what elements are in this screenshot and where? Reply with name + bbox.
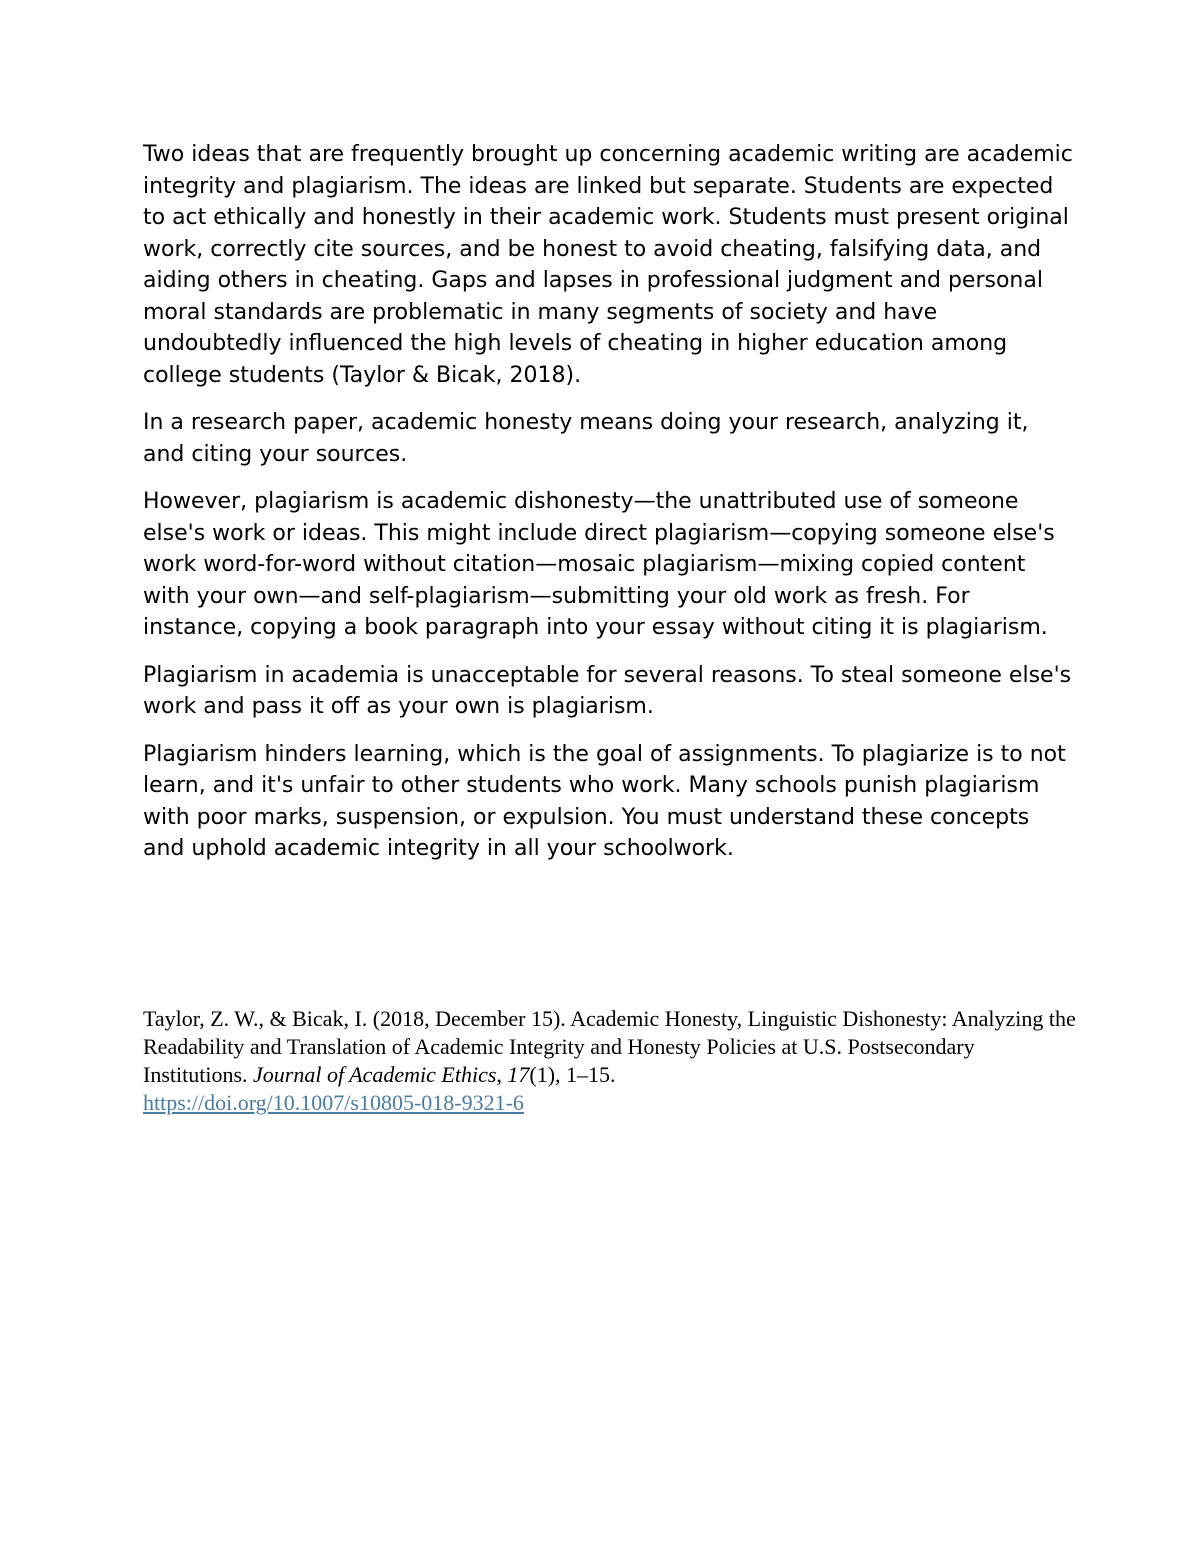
reference-journal: Journal of Academic Ethics bbox=[253, 1062, 497, 1087]
doi-link[interactable]: https://doi.org/10.1007/s10805-018-9321-6 bbox=[143, 1090, 524, 1115]
reference-entry bbox=[143, 1005, 1083, 1117]
paragraph-3: However, plagiarism is academic dishonesty—the unattributed use of someone else's work or ideas. This might include direct plagiarism—copying someone else's work word-for-word without citation—mosaic plagiarism—mixing copied content with your own—and self-plagiarism—submitting your old work as fresh. For instance, copying a book paragraph into your essay without citing it is plagiarism. bbox=[143, 489, 1055, 640]
reference-volume: 17 bbox=[507, 1062, 530, 1087]
reference-comma: , bbox=[496, 1062, 508, 1087]
essay-body bbox=[143, 139, 1073, 881]
reference-issue-pages: (1), 1–15. bbox=[529, 1062, 616, 1087]
reference-authors-title: Taylor, Z. W., & Bicak, I. (2018, December 15). Academic Honesty, Linguistic Dishonesty: Analyzing the Readability and Translation of Academic Integrity and Honesty Policies at U.S. Postsecondary Institutions. bbox=[143, 1006, 1076, 1087]
paragraph-1: Two ideas that are frequently brought up concerning academic writing are academic integrity and plagiarism. The ideas are linked but separate. Students are expected to act ethically and honestly in their academic work. Students must present original work, correctly cite sources, and be honest to avoid cheating, falsifying data, and aiding others in cheating. Gaps and lapses in professional judgment and personal moral standards are problematic in many segments of society and have undoubtedly influenced the high levels of cheating in higher education among college students (Taylor & Bicak, 2018). bbox=[143, 142, 1073, 388]
paragraph-4: Plagiarism in academia is unacceptable for several reasons. To steal someone else's work and pass it off as your own is plagiarism. bbox=[143, 662, 1072, 719]
paragraph-5: Plagiarism hinders learning, which is the goal of assignments. To plagiarize is to not learn, and it's unfair to other students who work. Many schools punish plagiarism with poor marks, suspension, or expulsion. You must understand these concepts and uphold academic integrity in all your schoolwork. bbox=[143, 741, 1066, 861]
reference-citation bbox=[143, 1005, 1083, 1117]
paragraph-2: In a research paper, academic honesty means doing your research, analyzing it, and citing your sources. bbox=[143, 410, 1029, 467]
